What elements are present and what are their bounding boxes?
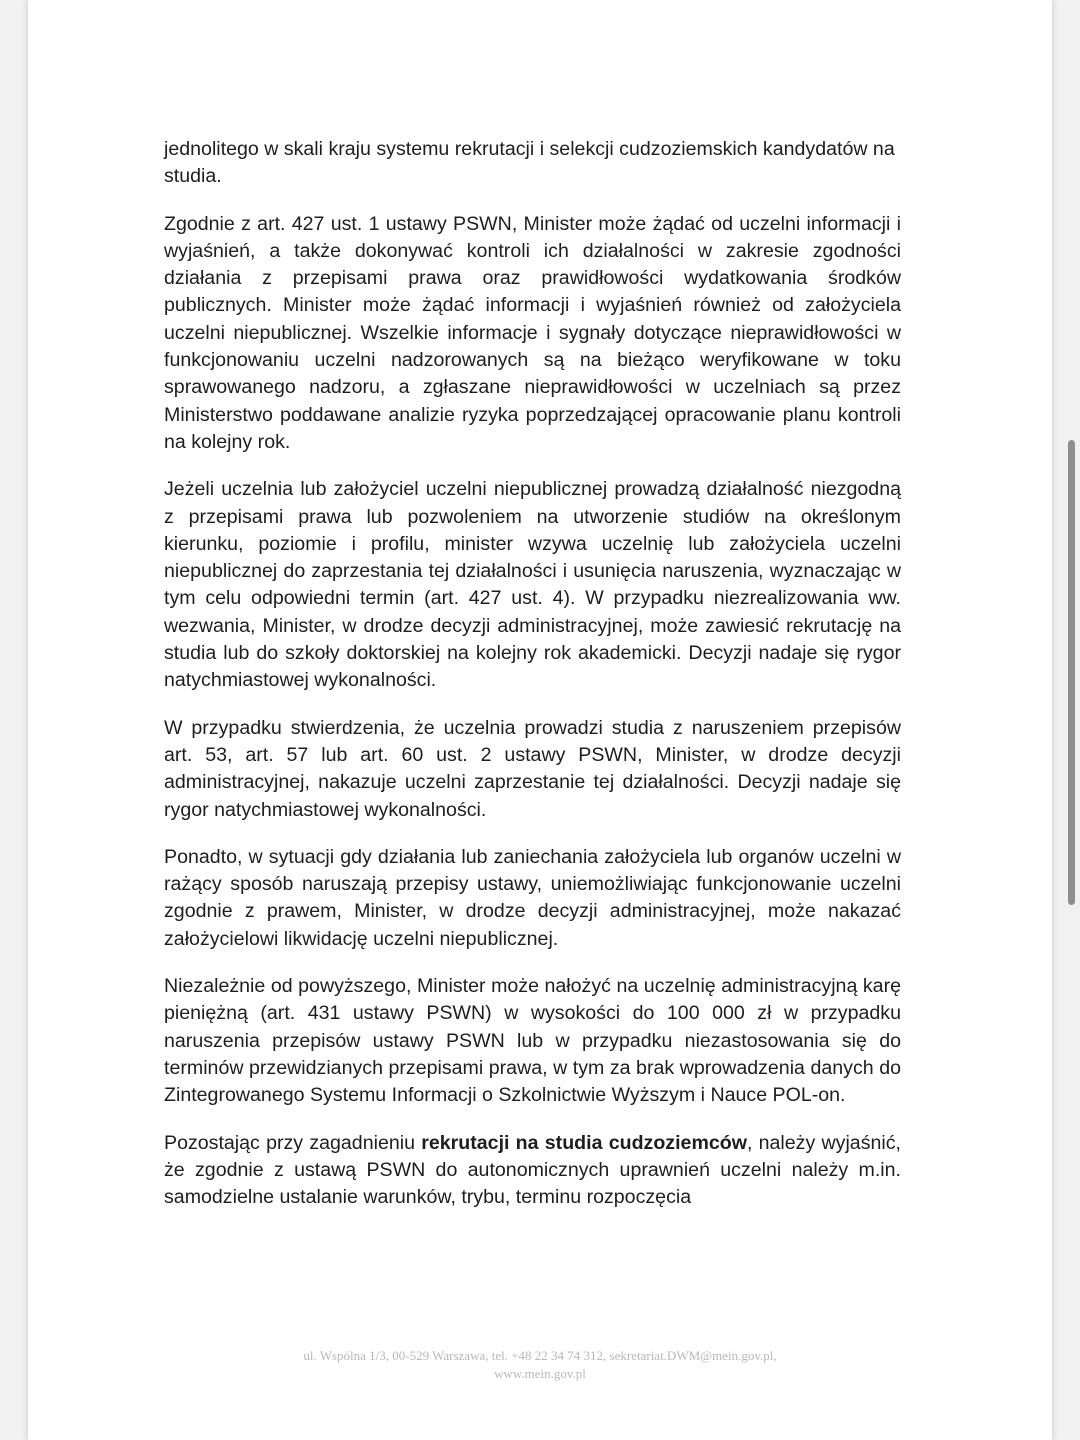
paragraph-7-rest: , należy wyjaśnić, że zgodnie z ustawą PSWN do autonomicznych uprawnień uczelni należy m.in. samodzielne ustalanie warunków, trybu, terminu rozpoczęcia (164, 1131, 901, 1209)
page-body (164, 136, 901, 1231)
paragraph-4: W przypadku stwierdzenia, że uczelnia prowadzi studia z naruszeniem przepisów art. 53, art. 57 lub art. 60 ust. 2 ustawy PSWN, Minister, w drodze decyzji administracyjnej, nakazuje uczelni zaprzestanie tej działalności. Decyzji nadaje się rygor natychmiastowej wykonalności. (164, 716, 901, 821)
paragraph-3: Jeżeli uczelnia lub założyciel uczelni niepublicznej prowadzą działalność niezgodną z przepisami prawa lub pozwoleniem na utworzenie studiów na określonym kierunku, poziomie i profilu, minister wzywa uczelnię lub założyciela uczelni niepublicznej do zaprzestania tej działalności i usunięcia naruszenia, wyznaczając w tym celu odpowiedni termin (art. 427 ust. 4). W przypadku niezrealizowania ww. wezwania, Minister, w drodze decyzji administracyjnej, może zawiesić rekrutację na studia lub do szkoły doktorskiej na kolejny rok akademicki. Decyzji nadaje się rygor natychmiastowej wykonalności. (164, 478, 901, 692)
vertical-scrollbar[interactable] (1068, 0, 1076, 1440)
footer-address: ul. Wspólna 1/3, 00-529 Warszawa, tel. +48 22 34 74 312, sekretariat.DWM@mein.gov.pl, (303, 1348, 777, 1363)
paragraph-7 (164, 1130, 901, 1212)
footer-website: www.mein.gov.pl (494, 1366, 586, 1381)
paragraph-6: Niezależnie od powyższego, Minister może nałożyć na uczelnię administracyjną karę pieniężną (art. 431 ustawy PSWN) w wysokości do 100 000 zł w przypadku naruszenia przepisów ustawy PSWN lub w przypadku niezastosowania się do terminów przewidzianych przepisami prawa, w tym za brak wprowadzenia danych do Zintegrowanego Systemu Informacji o Szkolnictwie Wyższym i Nauce POL-on. (164, 975, 901, 1107)
page-footer (28, 1347, 1052, 1383)
paragraph-5: Ponadto, w sytuacji gdy działania lub zaniechania założyciela lub organów uczelni w rażący sposób naruszają przepisy ustawy, uniemożliwiając funkcjonowanie uczelni zgodnie z prawem, Minister, w drodze decyzji administracyjnej, może nakazać założycielowi likwidację uczelni niepublicznej. (164, 845, 901, 950)
document-page (28, 0, 1052, 1440)
paragraph-7-lead: Pozostając przy zagadnieniu (164, 1131, 422, 1154)
paragraph-7-emphasis: rekrutacji na studia cudzoziemców (421, 1131, 747, 1154)
scrollbar-thumb[interactable] (1068, 440, 1075, 905)
paragraph-1: jednolitego w skali kraju systemu rekrutacji i selekcji cudzoziemskich kandydatów na studia. (164, 138, 895, 188)
paragraph-2: Zgodnie z art. 427 ust. 1 ustawy PSWN, Minister może żądać od uczelni informacji i wyjaśnień, a także dokonywać kontroli ich działalności w zakresie zgodności działania z przepisami prawa oraz prawidłowości wydatkowania środków publicznych. Minister może żądać informacji i wyjaśnień również od założyciela uczelni niepublicznej. Wszelkie informacje i sygnały dotyczące nieprawidłowości w funkcjonowaniu uczelni nadzorowanych są na bieżąco weryfikowane w toku sprawowanego nadzoru, a zgłaszane nieprawidłowości w uczelniach są przez Ministerstwo poddawane analizie ryzyka poprzedzającej opracowanie planu kontroli na kolejny rok. (164, 212, 901, 453)
